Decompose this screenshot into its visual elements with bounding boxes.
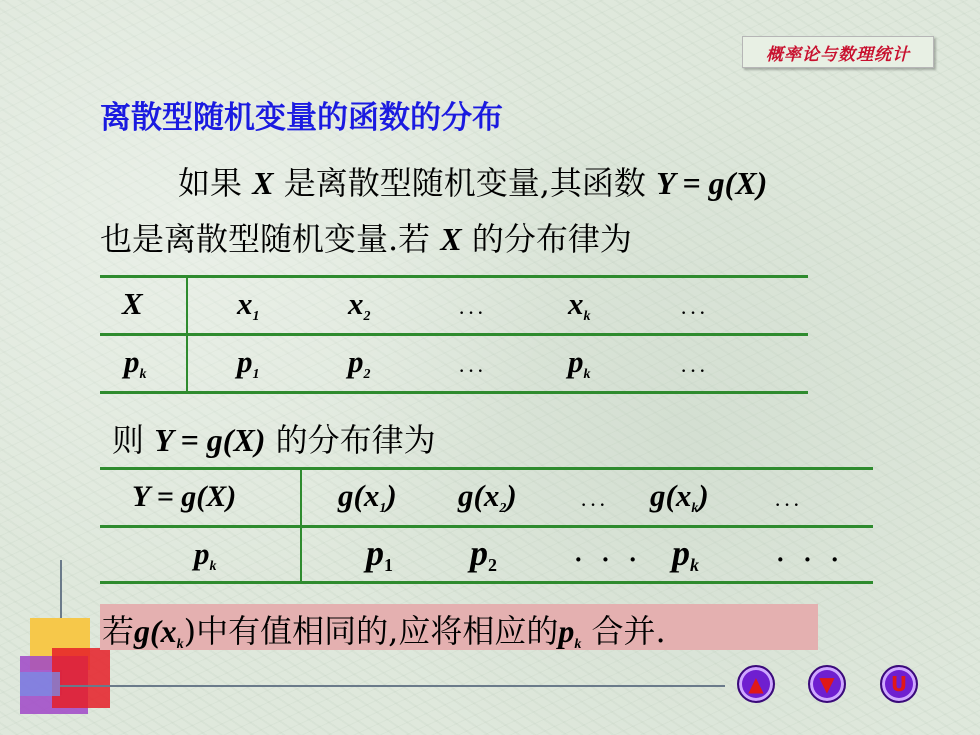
bottom-rule (60, 685, 725, 687)
note-pk: p (558, 613, 575, 649)
table1-header-dots2: ··· (680, 300, 708, 325)
table1-top-rule (100, 275, 808, 278)
formula-Y-eq-gX: Y = g(X) (656, 165, 768, 201)
table1-row-dots2: ··· (680, 358, 708, 383)
table2-row-pk: $p_k$ (194, 536, 217, 574)
symbol-X-2: X (440, 221, 462, 257)
note-middle: )中有值相同的,应将相应的 (183, 612, 559, 650)
text-if: 如果 (178, 164, 243, 202)
text-also-discrete: 也是离散型随机变量.若 (100, 220, 431, 258)
table2-row-dots2: · · · (776, 545, 846, 574)
table1-row-pk2: $p_k$ (568, 344, 591, 382)
text-is-discrete: 是离散型随机变量,其函数 (283, 164, 646, 202)
table2-mid-rule (100, 525, 873, 528)
table1-bottom-rule (100, 391, 808, 394)
decor-square-blue (20, 672, 60, 696)
table2-header-dots2: ··· (774, 492, 802, 517)
table1-mid-rule (100, 333, 808, 336)
return-arrow-icon: U (890, 672, 908, 696)
table2-top-rule (100, 467, 873, 470)
symbol-X: X (252, 165, 274, 201)
table2-header-gx2: $g(x_2)$ (458, 478, 517, 516)
table2-row-p2: $p_2$ (470, 533, 497, 575)
paragraph-line-1 (178, 158, 767, 204)
table2-divider (300, 468, 302, 582)
table2-row-pk2: $p_k$ (672, 533, 699, 575)
table2-header-Y: Y = g(X) (132, 480, 237, 513)
text-distribution-is-2: 的分布律为 (275, 421, 436, 459)
table1-divider (186, 276, 188, 392)
table2-header-gx1: $g(x_1)$ (338, 478, 397, 516)
section-heading: 离散型随机变量的函数的分布 (100, 100, 503, 136)
decor-square-red (52, 648, 110, 708)
table1-row-dots1: ··· (458, 358, 486, 383)
next-slide-button[interactable] (808, 665, 846, 703)
table1-header-dots1: ··· (458, 300, 486, 325)
formula-Y-eq-gX-2: Y = g(X) (154, 422, 266, 458)
down-triangle-icon: ▼ (819, 672, 835, 696)
table1-header-xk: $x_k$ (568, 286, 591, 324)
merge-note: 若$g(x_k)$中有值相同的,应将相应的$p_k$ 合并. (102, 612, 666, 652)
table2-header-gxk: $g(x_k)$ (650, 478, 709, 516)
table2-header-dots1: ··· (580, 492, 608, 517)
note-if: 若 (102, 612, 135, 650)
table2-row-dots1: · · · (574, 545, 644, 574)
course-badge: 概率论与数理统计 (742, 36, 934, 68)
text-then: 则 (112, 421, 145, 459)
table1-header-x1: $x_1$ (237, 286, 260, 324)
text-distribution-is: 的分布律为 (471, 220, 632, 258)
table1-row-p2: $p_2$ (348, 344, 371, 382)
table1-header-x2: $x_2$ (348, 286, 371, 324)
note-gxk: g(x (134, 613, 177, 649)
paragraph-line-3 (112, 415, 436, 461)
return-button[interactable] (880, 665, 918, 703)
table1-row-pk: $p_k$ (124, 344, 147, 382)
paragraph-line-2 (100, 214, 632, 260)
table1-header-X: X (122, 286, 143, 321)
table2-bottom-rule (100, 581, 873, 584)
table1-row-p1: $p_1$ (237, 344, 260, 382)
table2-row-p1: $p_1$ (366, 533, 393, 575)
prev-slide-button[interactable] (737, 665, 775, 703)
up-triangle-icon: ▲ (748, 672, 764, 696)
note-merge: 合并. (591, 612, 666, 650)
